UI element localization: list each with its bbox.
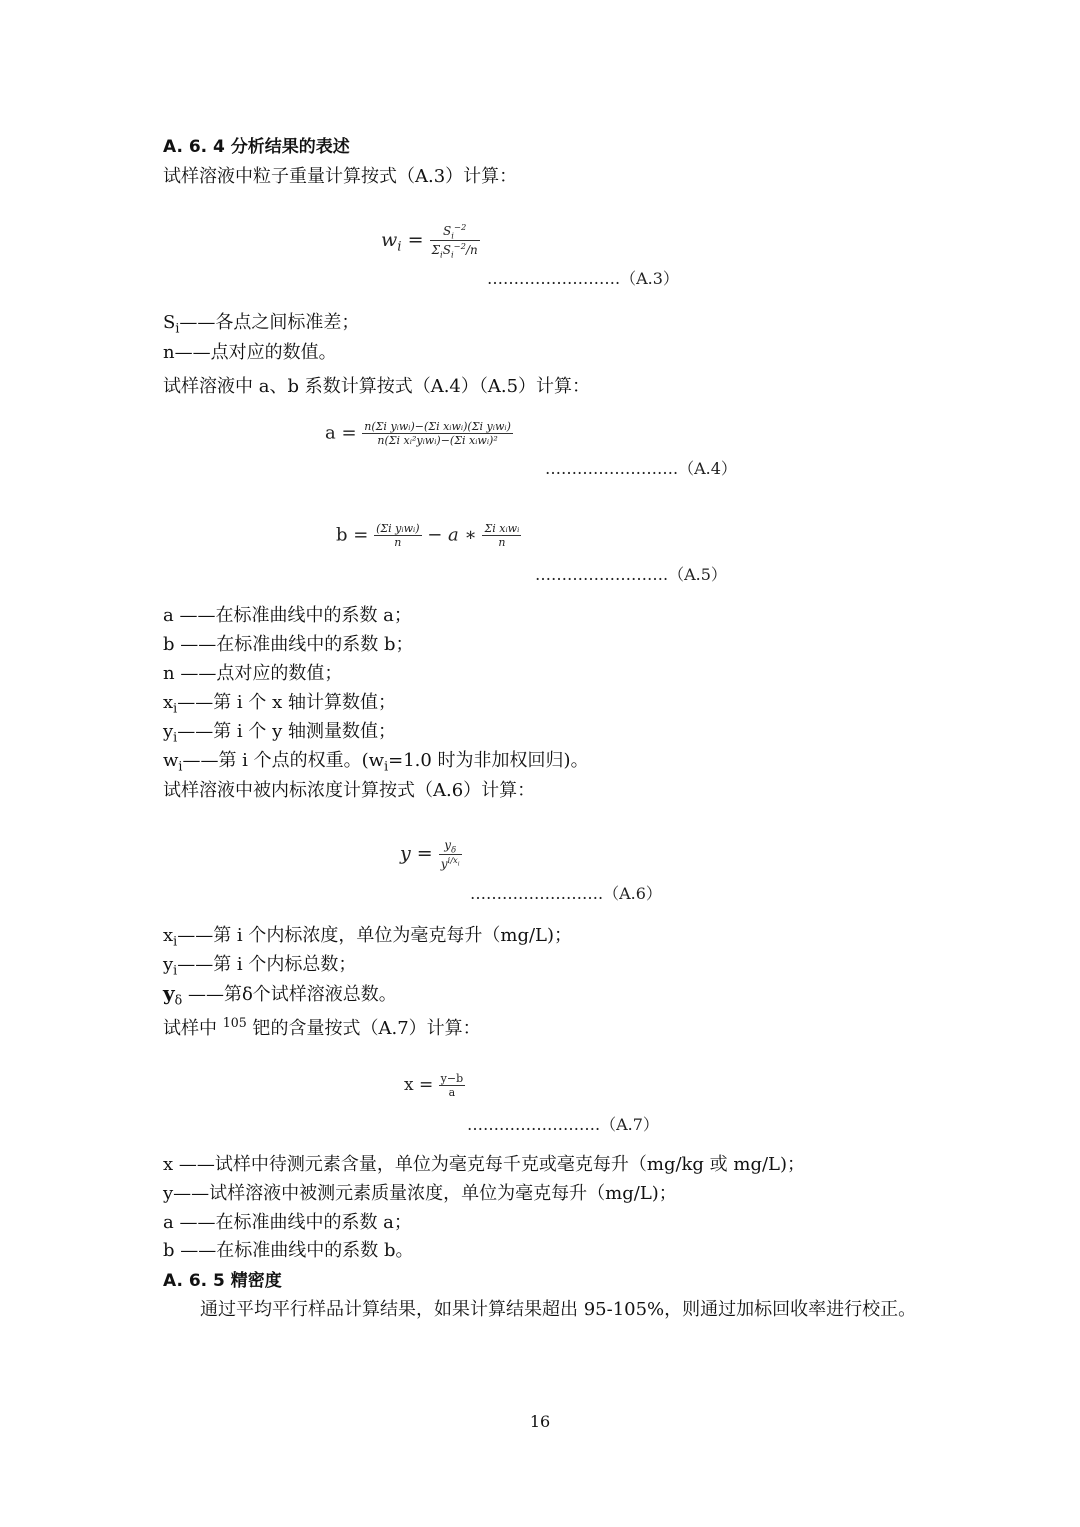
eq-a4-den: n(Σi xᵢ²yᵢwᵢ)−(Σi xᵢwᵢ)² bbox=[377, 434, 498, 447]
intro-pd105-post: 钯的含量按式（A.7）计算： bbox=[246, 1018, 481, 1039]
page-number: 16 bbox=[529, 1412, 551, 1431]
def-b: b ——在标准曲线中的系数 b； bbox=[163, 634, 414, 655]
eq-a3-lhs: w bbox=[381, 228, 398, 251]
intro-pd105 bbox=[163, 1012, 481, 1040]
def-wi bbox=[163, 750, 589, 778]
equation-a3-ref: …………………….（A.3） bbox=[487, 269, 679, 288]
def-a-2: a ——在标准曲线中的系数 a； bbox=[163, 1212, 412, 1233]
eq-a5-mid: − a ∗ bbox=[427, 524, 477, 546]
def-yi-total-text: ——第 i 个内标总数； bbox=[177, 954, 357, 975]
eq-a4-lhs: a = bbox=[325, 422, 357, 444]
def-n-2: n ——点对应的数值； bbox=[163, 663, 343, 684]
eq-a3-equals: = bbox=[407, 228, 424, 251]
equation-a4 bbox=[325, 420, 513, 447]
eq-a6-lhs: y = bbox=[400, 842, 433, 865]
section-heading-a64: A. 6. 4 分析结果的表述 bbox=[163, 137, 350, 157]
def-x-content: x ——试样中待测元素含量，单位为毫克每千克或毫克每升（mg/kg 或 mg/L)； bbox=[163, 1154, 806, 1175]
def-xi-conc-sym: x bbox=[163, 925, 174, 946]
eq-a7-fraction bbox=[439, 1072, 465, 1099]
def-a: a ——在标准曲线中的系数 a； bbox=[163, 605, 412, 626]
eq-a6-den: y bbox=[440, 857, 448, 872]
def-si-sym: S bbox=[163, 312, 176, 333]
eq-a6-fraction bbox=[439, 838, 462, 871]
def-xi bbox=[163, 692, 396, 720]
def-yi-total-sym: y bbox=[163, 954, 174, 975]
equation-a5-ref: …………………….（A.5） bbox=[535, 565, 727, 584]
def-yi-sub: i bbox=[173, 729, 178, 745]
eq-a3-den: Σ bbox=[431, 243, 441, 258]
def-yi-total-sub: i bbox=[173, 962, 178, 978]
def-xi-conc-text: ——第 i 个内标浓度，单位为毫克每升（mg/L)； bbox=[177, 925, 573, 946]
eq-a5-num1: (Σi yᵢwᵢ) bbox=[376, 522, 420, 535]
equation-a3 bbox=[381, 222, 480, 260]
eq-a3-lhs-sub: i bbox=[397, 239, 402, 255]
def-si-text: ——各点之间标准差； bbox=[179, 312, 360, 333]
intro-weight: 试样溶液中粒子重量计算按式（A.3）计算： bbox=[163, 166, 518, 187]
def-y-concentration: y——试样溶液中被测元素质量浓度，单位为毫克每升（mg/L)； bbox=[163, 1183, 677, 1204]
def-xi-conc bbox=[163, 925, 572, 953]
def-wi-sub-2: i bbox=[384, 758, 389, 774]
equation-a6-ref: …………………….（A.6） bbox=[470, 884, 662, 903]
eq-a6-num-sub: δ bbox=[451, 844, 457, 855]
equation-a7-ref: …………………….（A.7） bbox=[467, 1115, 659, 1134]
eq-a5-den2: n bbox=[498, 536, 506, 549]
def-yi-text: ——第 i 个 y 轴测量数值； bbox=[177, 721, 397, 742]
def-ydelta-text: ——第δ个试样溶液总数。 bbox=[182, 984, 397, 1005]
eq-a5-num2: Σi xᵢwᵢ bbox=[484, 522, 520, 535]
def-yi-sym: y bbox=[163, 721, 174, 742]
eq-a7-den: a bbox=[448, 1086, 456, 1099]
def-yi-total bbox=[163, 954, 356, 982]
def-xi-sub: i bbox=[173, 700, 178, 716]
eq-a6-den-sup2: /x bbox=[450, 855, 458, 866]
eq-a4-fraction bbox=[362, 420, 513, 447]
eq-a3-fraction bbox=[430, 222, 480, 260]
def-ydelta-sub: δ bbox=[174, 992, 183, 1008]
eq-a6-den-sup-sub: i bbox=[457, 862, 460, 869]
eq-a3-num-sup: −2 bbox=[453, 222, 467, 232]
def-si-sub: i bbox=[175, 320, 180, 336]
eq-a3-num: S bbox=[443, 224, 452, 238]
equation-a7 bbox=[404, 1072, 465, 1099]
section-heading-a65: A. 6. 5 精密度 bbox=[163, 1271, 282, 1291]
precision-body: 通过平均平行样品计算结果，如果计算结果超出 95-105%，则通过加标回收率进行校正。 bbox=[200, 1299, 917, 1320]
intro-pd105-pre: 试样中 bbox=[163, 1018, 223, 1039]
def-wi-text-2: =1.0 时为非加权回归)。 bbox=[388, 750, 589, 771]
eq-a5-fraction-1 bbox=[374, 522, 421, 549]
intro-pd105-sup: 105 bbox=[222, 1015, 247, 1030]
def-ydelta-sym: y bbox=[163, 981, 175, 1005]
eq-a3-den-tail: S bbox=[442, 243, 451, 258]
eq-a5-lhs: b = bbox=[336, 524, 369, 546]
equation-a6 bbox=[400, 838, 462, 871]
eq-a3-num-sub: i bbox=[451, 230, 454, 241]
def-xi-text: ——第 i 个 x 轴计算数值； bbox=[177, 692, 396, 713]
eq-a6-den-sup: i bbox=[447, 855, 451, 866]
eq-a7-num: y−b bbox=[440, 1072, 464, 1085]
def-b-2: b ——在标准曲线中的系数 b。 bbox=[163, 1240, 414, 1261]
eq-a7-lhs: x = bbox=[404, 1075, 434, 1095]
equation-a5 bbox=[336, 522, 521, 549]
def-ydelta bbox=[163, 982, 397, 1012]
def-wi-sub: i bbox=[178, 758, 183, 774]
eq-a3-den-tail-sub: i bbox=[450, 249, 454, 260]
eq-a6-num: y bbox=[444, 838, 452, 852]
def-wi-text-1: ——第 i 个点的权重。(w bbox=[182, 750, 385, 771]
def-n: n——点对应的数值。 bbox=[163, 342, 337, 363]
def-si bbox=[163, 312, 359, 340]
eq-a5-fraction-2 bbox=[482, 522, 521, 549]
eq-a5-den1: n bbox=[394, 536, 402, 549]
equation-a4-ref: …………………….（A.4） bbox=[545, 459, 737, 478]
def-xi-sym: x bbox=[163, 692, 174, 713]
eq-a4-num: n(Σi yᵢwᵢ)−(Σi xᵢwᵢ)(Σi yᵢwᵢ) bbox=[364, 420, 511, 433]
intro-concentration: 试样溶液中被内标浓度计算按式（A.6）计算： bbox=[163, 780, 536, 801]
def-xi-conc-sub: i bbox=[173, 933, 178, 949]
def-wi-sym: w bbox=[163, 750, 179, 771]
eq-a3-den-end: /n bbox=[466, 243, 478, 258]
def-yi bbox=[163, 721, 396, 749]
eq-a3-den-tail-sup: −2 bbox=[453, 241, 466, 252]
intro-ab: 试样溶液中 a、b 系数计算按式（A.4）（A.5）计算： bbox=[163, 376, 591, 397]
eq-a3-den-sub: i bbox=[440, 249, 443, 260]
